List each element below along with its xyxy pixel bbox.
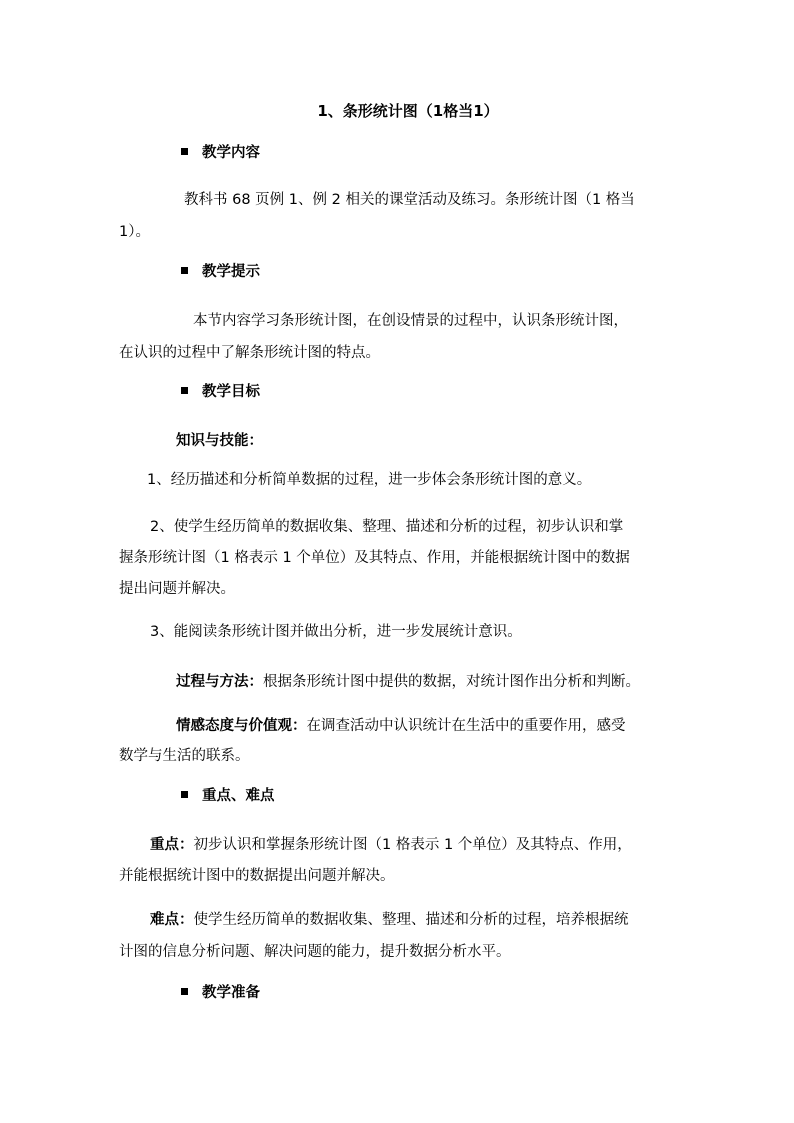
goal-item-2-line-1: 2、使学生经历简单的数据收集、整理、描述和分析的过程，初步认识和掌: [150, 519, 624, 535]
hint-text-line-1: 本节内容学习条形统计图，在创设情景的过程中，认识条形统计图，: [193, 313, 628, 329]
key-text: 初步认识和掌握条形统计图（1 格表示 1 个单位）及其特点、作用，: [193, 837, 632, 853]
section-heading-keypoints-label: 重点、难点: [202, 788, 275, 804]
emotion-text: 在调查活动中认识统计在生活中的重要作用，感受: [306, 718, 626, 734]
section-heading-hint-label: 教学提示: [202, 264, 260, 280]
process-label: 过程与方法：: [176, 674, 263, 690]
difficulty-paragraph: [150, 910, 629, 930]
bullet-square-icon: [181, 791, 188, 798]
key-text-line-2: 并能根据统计图中的数据提出问题并解决。: [119, 868, 395, 884]
hint-text-line-2: 在认识的过程中了解条形统计图的特点。: [119, 345, 380, 361]
difficulty-text-line-2: 计图的信息分析问题、解决问题的能力，提升数据分析水平。: [119, 944, 511, 960]
section-heading-content-label: 教学内容: [202, 145, 260, 161]
bullet-square-icon: [181, 148, 188, 155]
knowledge-label: 知识与技能：: [176, 433, 263, 449]
section-heading-prep: [181, 983, 260, 1003]
difficulty-text: 使学生经历简单的数据收集、整理、描述和分析的过程，培养根据统: [193, 912, 629, 928]
bullet-square-icon: [181, 267, 188, 274]
goal-item-2-line-2: 握条形统计图（1 格表示 1 个单位）及其特点、作用，并能根据统计图中的数据: [119, 550, 630, 566]
key-label: 重点：: [150, 837, 194, 853]
goal-item-2-line-3: 提出问题并解决。: [119, 581, 235, 597]
key-paragraph: [150, 835, 632, 855]
difficulty-label: 难点：: [150, 912, 194, 928]
page-title: 1、条形统计图（1格当1）: [317, 102, 499, 120]
section-heading-content: [181, 143, 260, 163]
goal-item-3: 3、能阅读条形统计图并做出分析，进一步发展统计意识。: [150, 624, 522, 640]
section-heading-prep-label: 教学准备: [202, 985, 260, 1001]
section-heading-keypoints: [181, 786, 275, 806]
goal-item-1: 1、经历描述和分析简单数据的过程，进一步体会条形统计图的意义。: [147, 472, 592, 488]
section-heading-goals-label: 教学目标: [202, 384, 260, 400]
section-heading-hint: [181, 262, 260, 282]
process-text: 根据条形统计图中提供的数据，对统计图作出分析和判断。: [263, 674, 640, 690]
section-heading-goals: [181, 382, 260, 402]
content-text-line-1: 教科书 68 页例 1、例 2 相关的课堂活动及练习。条形统计图（1 格当: [184, 192, 635, 208]
emotion-paragraph: [176, 716, 626, 736]
bullet-square-icon: [181, 988, 188, 995]
emotion-text-line-2: 数学与生活的联系。: [119, 748, 250, 764]
emotion-label: 情感态度与价值观：: [176, 718, 307, 734]
bullet-square-icon: [181, 387, 188, 394]
content-text-line-2: 1）。: [119, 224, 150, 240]
process-paragraph: [176, 672, 640, 692]
